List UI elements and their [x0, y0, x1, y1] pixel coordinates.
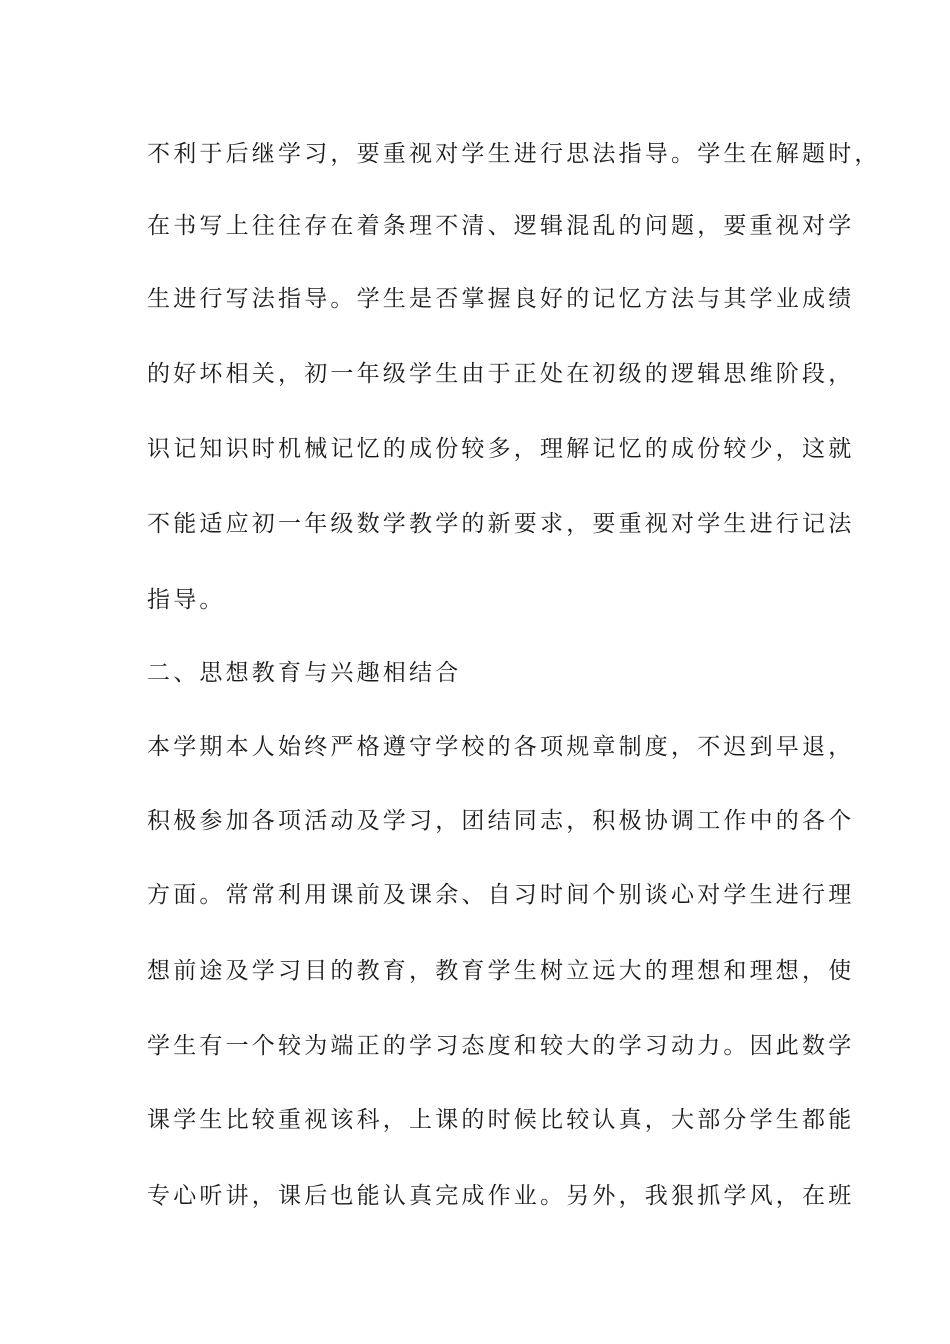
paragraph-line: 本学期本人始终严格遵守学校的各项规章制度，不迟到早退， [147, 734, 855, 760]
paragraph-line: 想前途及学习目的教育，教育学生树立远大的理想和理想，使 [147, 958, 855, 984]
paragraph-line: 的好坏相关，初一年级学生由于正处在初级的逻辑思维阶段， [147, 361, 855, 387]
paragraph-line: 识记知识时机械记忆的成份较多，理解记忆的成份较少，这就 [147, 436, 855, 462]
section-heading: 二、思想教育与兴趣相结合 [147, 660, 462, 686]
paragraph-line: 指导。 [147, 587, 226, 613]
paragraph-line: 不利于后继学习，要重视对学生进行思法指导。学生在解题时， [147, 141, 881, 167]
paragraph-line: 课学生比较重视该科，上课的时候比较认真，大部分学生都能 [147, 1107, 855, 1133]
paragraph-line: 学生有一个较为端正的学习态度和较大的学习动力。因此数学 [147, 1033, 855, 1059]
paragraph-line: 不能适应初一年级数学教学的新要求，要重视对学生进行记法 [147, 511, 855, 537]
paragraph-line: 在书写上往往存在着条理不清、逻辑混乱的问题，要重视对学 [147, 213, 855, 239]
paragraph-line: 专心听讲，课后也能认真完成作业。另外，我狠抓学风，在班 [147, 1183, 855, 1209]
paragraph-line: 生进行写法指导。学生是否掌握良好的记忆方法与其学业成绩 [147, 286, 855, 312]
paragraph-line: 积极参加各项活动及学习，团结同志，积极协调工作中的各个 [147, 808, 855, 834]
paragraph-line: 方面。常常利用课前及课余、自习时间个别谈心对学生进行理 [147, 882, 855, 908]
